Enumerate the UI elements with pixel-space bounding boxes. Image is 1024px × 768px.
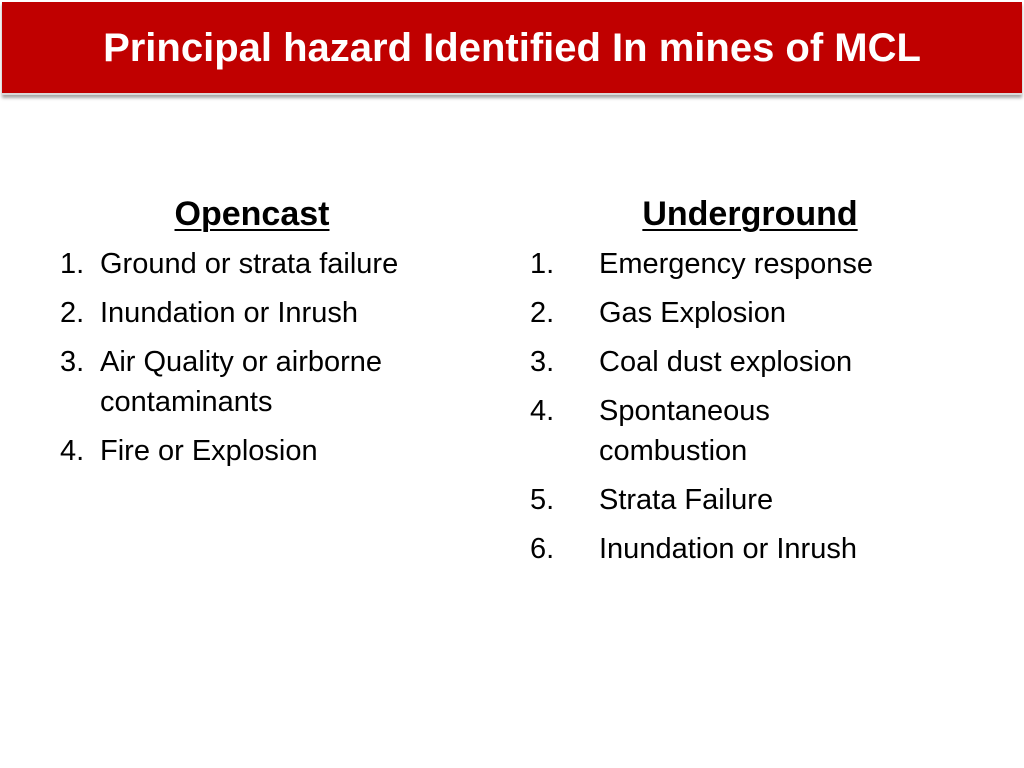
item-text: Inundation or Inrush (599, 533, 857, 565)
item-text: Emergency response (599, 248, 874, 280)
item-number: 4. (530, 395, 555, 427)
item-text: Coal dust explosion (599, 346, 853, 378)
item-text: Inundation or Inrush (100, 297, 358, 329)
item-number: 1. (60, 248, 85, 280)
list-item (530, 480, 970, 520)
list-item (530, 342, 970, 382)
list-item (60, 431, 500, 471)
item-number: 2. (530, 297, 555, 329)
list-item (530, 244, 970, 284)
item-number: 3. (60, 346, 85, 378)
item-number: 2. (60, 297, 85, 329)
item-number: 4. (60, 435, 85, 467)
list-item (60, 244, 500, 284)
opencast-hazard-list (60, 244, 500, 471)
item-number: 6. (530, 533, 555, 565)
opencast-column (60, 190, 500, 480)
item-number: 5. (530, 484, 555, 516)
opencast-heading: Opencast (174, 195, 330, 233)
item-text: Strata Failure (599, 484, 774, 516)
item-text: Air Quality or airborne contaminants (100, 346, 383, 418)
item-text: Ground or strata failure (100, 248, 399, 280)
title-bar (2, 2, 1022, 95)
list-item (530, 391, 970, 471)
item-number: 1. (530, 248, 555, 280)
underground-hazard-list (530, 244, 970, 569)
item-text: Spontaneous combustion (599, 395, 770, 467)
item-text: Gas Explosion (599, 297, 786, 329)
slide-title: Principal hazard Identified In mines of MCL (103, 26, 921, 70)
list-item (530, 529, 970, 569)
underground-column (530, 190, 970, 578)
list-item (60, 342, 500, 422)
item-number: 3. (530, 346, 555, 378)
list-item (530, 293, 970, 333)
underground-heading: Underground (642, 195, 858, 233)
list-item (60, 293, 500, 333)
item-text: Fire or Explosion (100, 435, 318, 467)
